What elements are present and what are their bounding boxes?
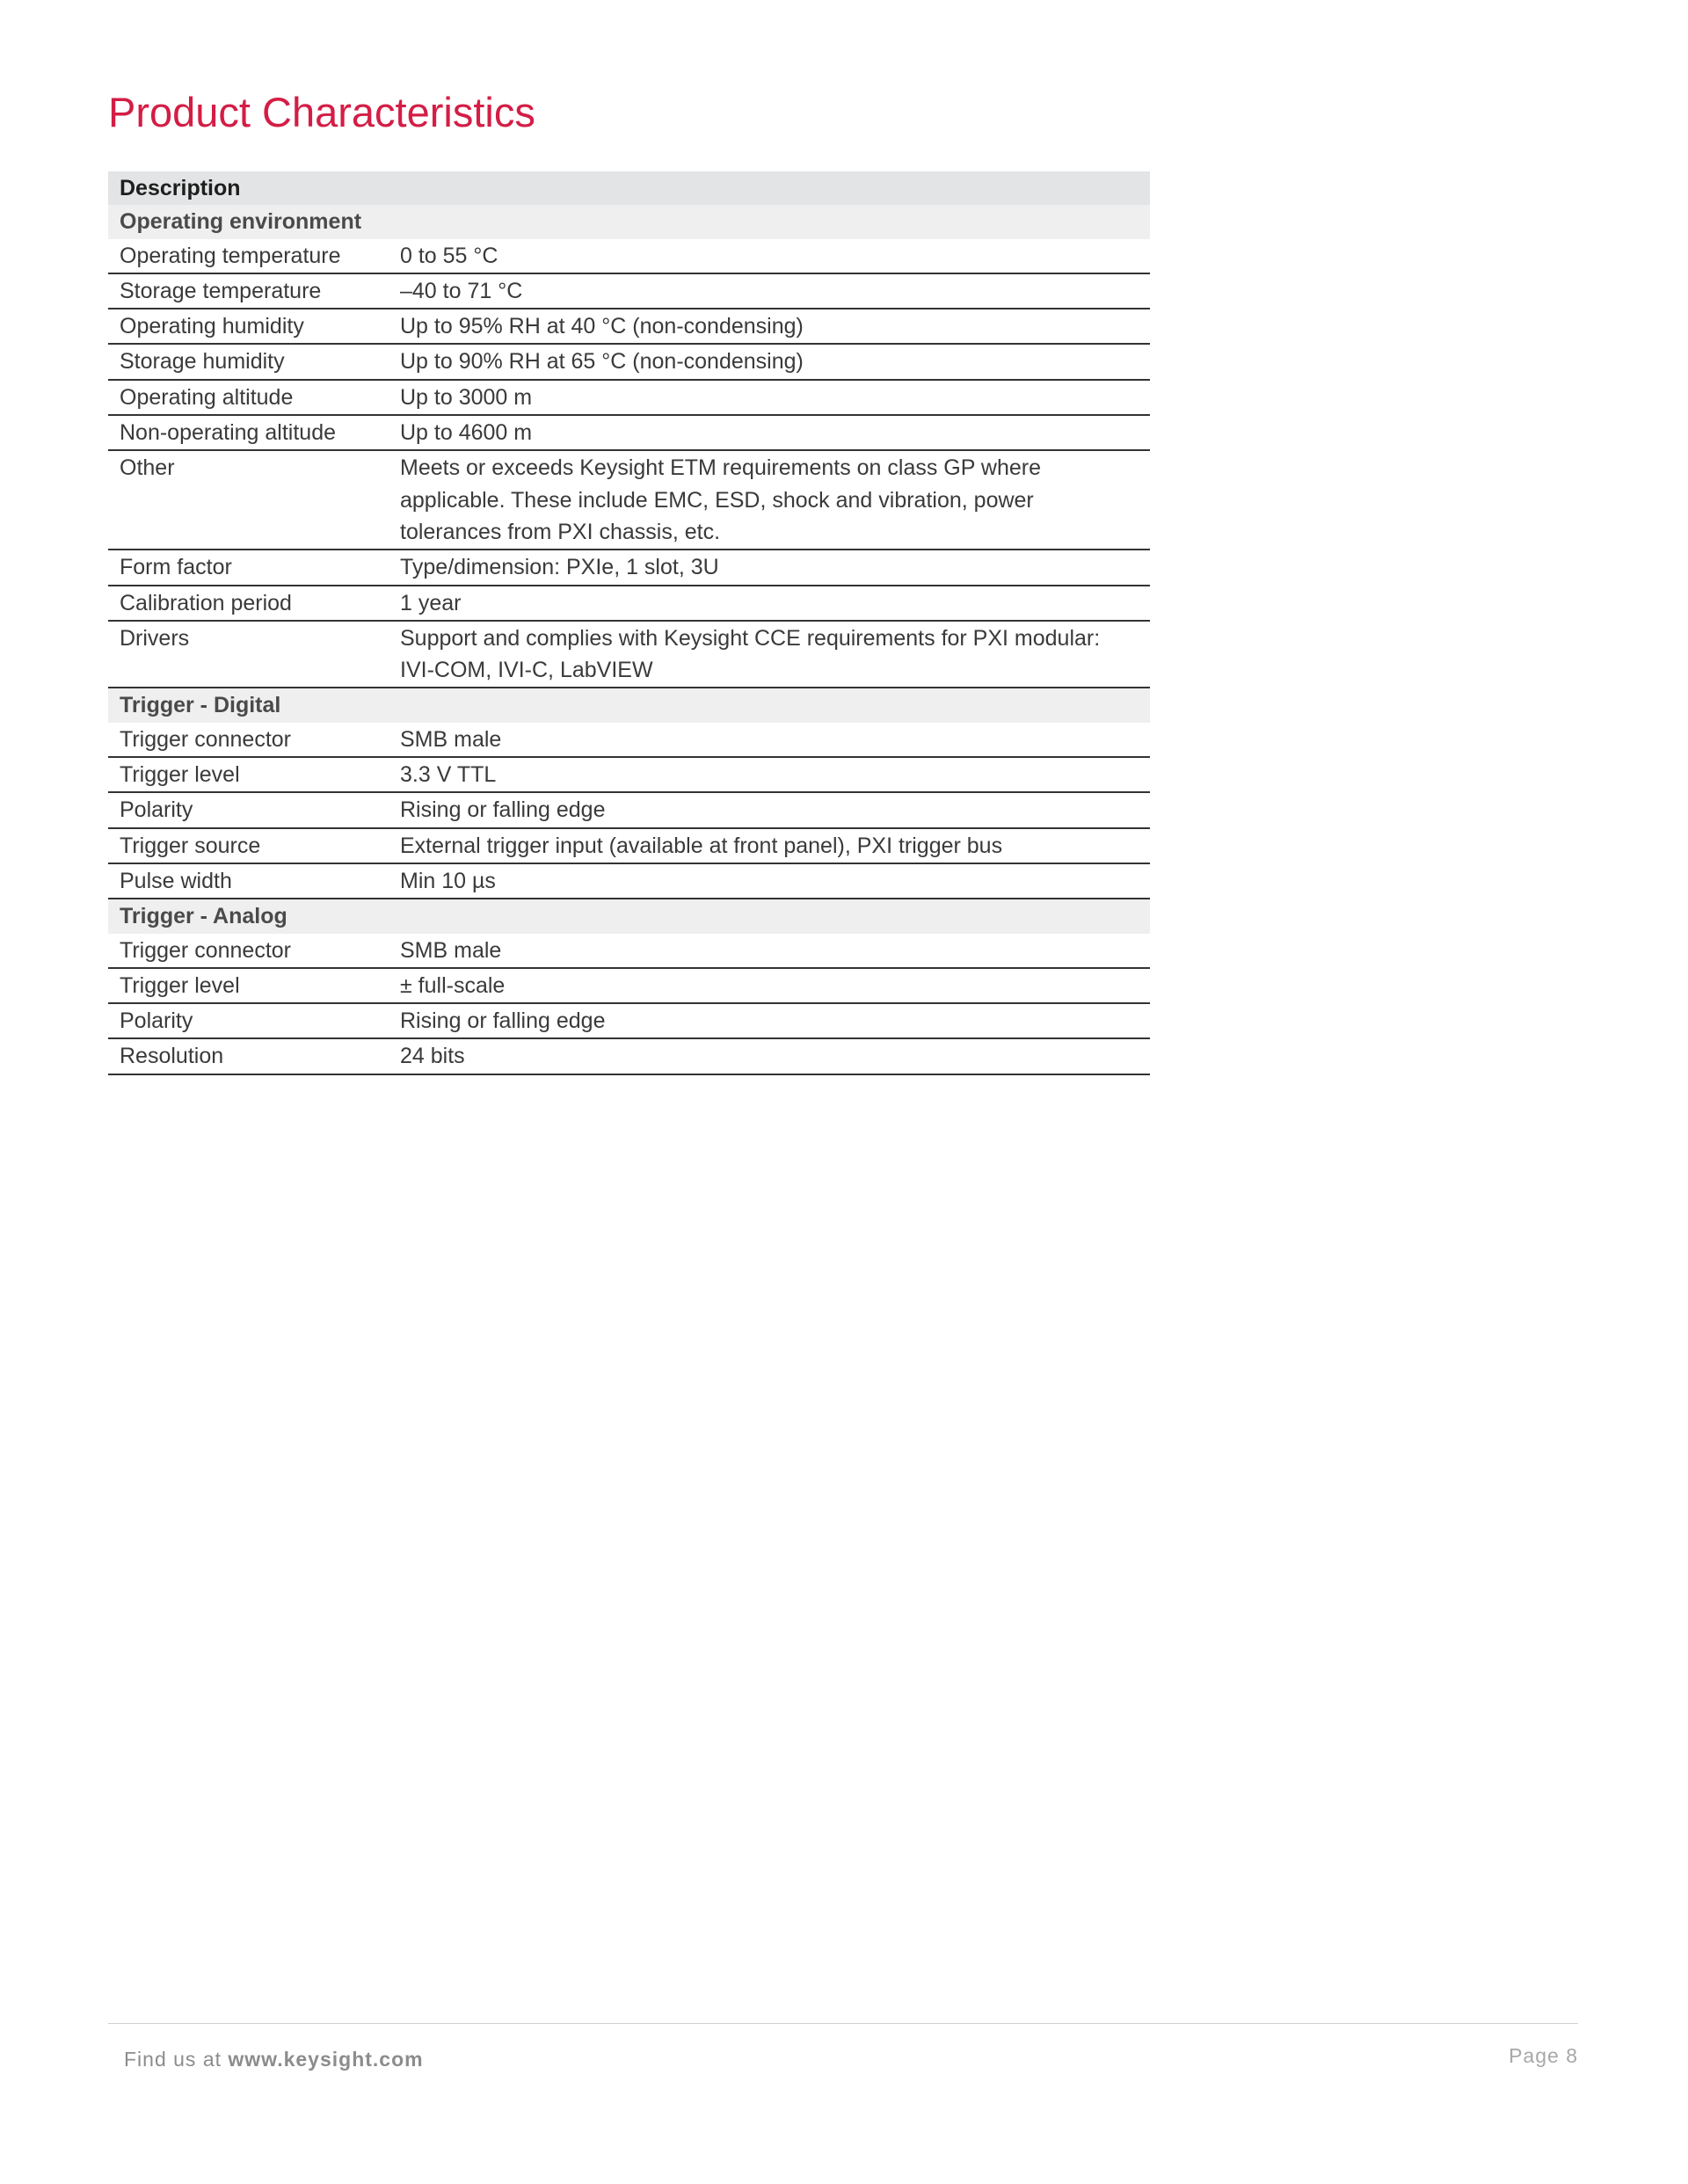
row-value: Up to 4600 m: [400, 415, 1150, 450]
row-label: Calibration period: [108, 586, 400, 621]
table-row: [108, 863, 1150, 899]
row-label: Pulse width: [108, 863, 400, 899]
footer-url-link[interactable]: www.keysight.com: [228, 2048, 424, 2071]
row-value: 1 year: [400, 586, 1150, 621]
section-heading-row: [108, 688, 1150, 722]
footer-find-prefix: Find us at: [124, 2048, 222, 2071]
table-row: [108, 586, 1150, 621]
section-heading: Trigger - Analog: [108, 899, 1150, 933]
row-value: –40 to 71 °C: [400, 273, 1150, 309]
row-label: Storage temperature: [108, 273, 400, 309]
page-number: Page 8: [1509, 2044, 1578, 2067]
footer-divider: [108, 2023, 1578, 2024]
section-heading: Operating environment: [108, 205, 1150, 238]
row-label: Trigger connector: [108, 934, 400, 968]
section-heading: Trigger - Digital: [108, 688, 1150, 722]
row-label: Operating altitude: [108, 380, 400, 415]
table-row: [108, 550, 1150, 585]
table-row: [108, 309, 1150, 344]
row-value: Min 10 µs: [400, 863, 1150, 899]
row-value: Rising or falling edge: [400, 792, 1150, 827]
row-value: SMB male: [400, 723, 1150, 757]
page-title: Product Characteristics: [108, 89, 535, 135]
row-label: Drivers: [108, 621, 400, 688]
table-row: [108, 934, 1150, 968]
spec-table: [108, 171, 1150, 1075]
table-row: [108, 1038, 1150, 1074]
row-label: Other: [108, 450, 400, 550]
row-label: Operating humidity: [108, 309, 400, 344]
table-row: [108, 621, 1150, 688]
row-value: ± full-scale: [400, 968, 1150, 1003]
row-value: External trigger input (available at front panel), PXI trigger bus: [400, 828, 1150, 863]
table-row: [108, 723, 1150, 757]
row-value: 3.3 V TTL: [400, 757, 1150, 792]
table-row: [108, 380, 1150, 415]
row-value: Up to 95% RH at 40 °C (non-condensing): [400, 309, 1150, 344]
table-row: [108, 239, 1150, 273]
table-header: Description: [108, 171, 1150, 205]
table-row: [108, 273, 1150, 309]
table-row: [108, 828, 1150, 863]
row-value: Up to 90% RH at 65 °C (non-condensing): [400, 344, 1150, 379]
section-heading-row: [108, 899, 1150, 933]
row-value: 0 to 55 °C: [400, 239, 1150, 273]
row-label: Non-operating altitude: [108, 415, 400, 450]
table-row: [108, 968, 1150, 1003]
row-label: Operating temperature: [108, 239, 400, 273]
row-label: Polarity: [108, 1003, 400, 1038]
row-label: Trigger level: [108, 757, 400, 792]
row-label: Polarity: [108, 792, 400, 827]
table-row: [108, 344, 1150, 379]
table-row: [108, 450, 1150, 550]
footer-find-us: [124, 2048, 424, 2071]
row-label: Storage humidity: [108, 344, 400, 379]
row-label: Form factor: [108, 550, 400, 585]
table-header-row: [108, 171, 1150, 205]
table-row: [108, 1003, 1150, 1038]
row-value: Support and complies with Keysight CCE requirements for PXI modular: IVI-COM, IVI-C, LabVIEW: [400, 621, 1150, 688]
row-value: Rising or falling edge: [400, 1003, 1150, 1038]
row-label: Trigger connector: [108, 723, 400, 757]
section-heading-row: [108, 205, 1150, 238]
row-label: Resolution: [108, 1038, 400, 1074]
row-label: Trigger level: [108, 968, 400, 1003]
table-row: [108, 757, 1150, 792]
row-value: Type/dimension: PXIe, 1 slot, 3U: [400, 550, 1150, 585]
row-value: Up to 3000 m: [400, 380, 1150, 415]
table-row: [108, 792, 1150, 827]
row-label: Trigger source: [108, 828, 400, 863]
row-value: SMB male: [400, 934, 1150, 968]
row-value: 24 bits: [400, 1038, 1150, 1074]
table-row: [108, 415, 1150, 450]
row-value: Meets or exceeds Keysight ETM requirements on class GP where applicable. These include EMC, ESD, shock and vibration, power tolerances from PXI chassis, etc.: [400, 450, 1150, 550]
